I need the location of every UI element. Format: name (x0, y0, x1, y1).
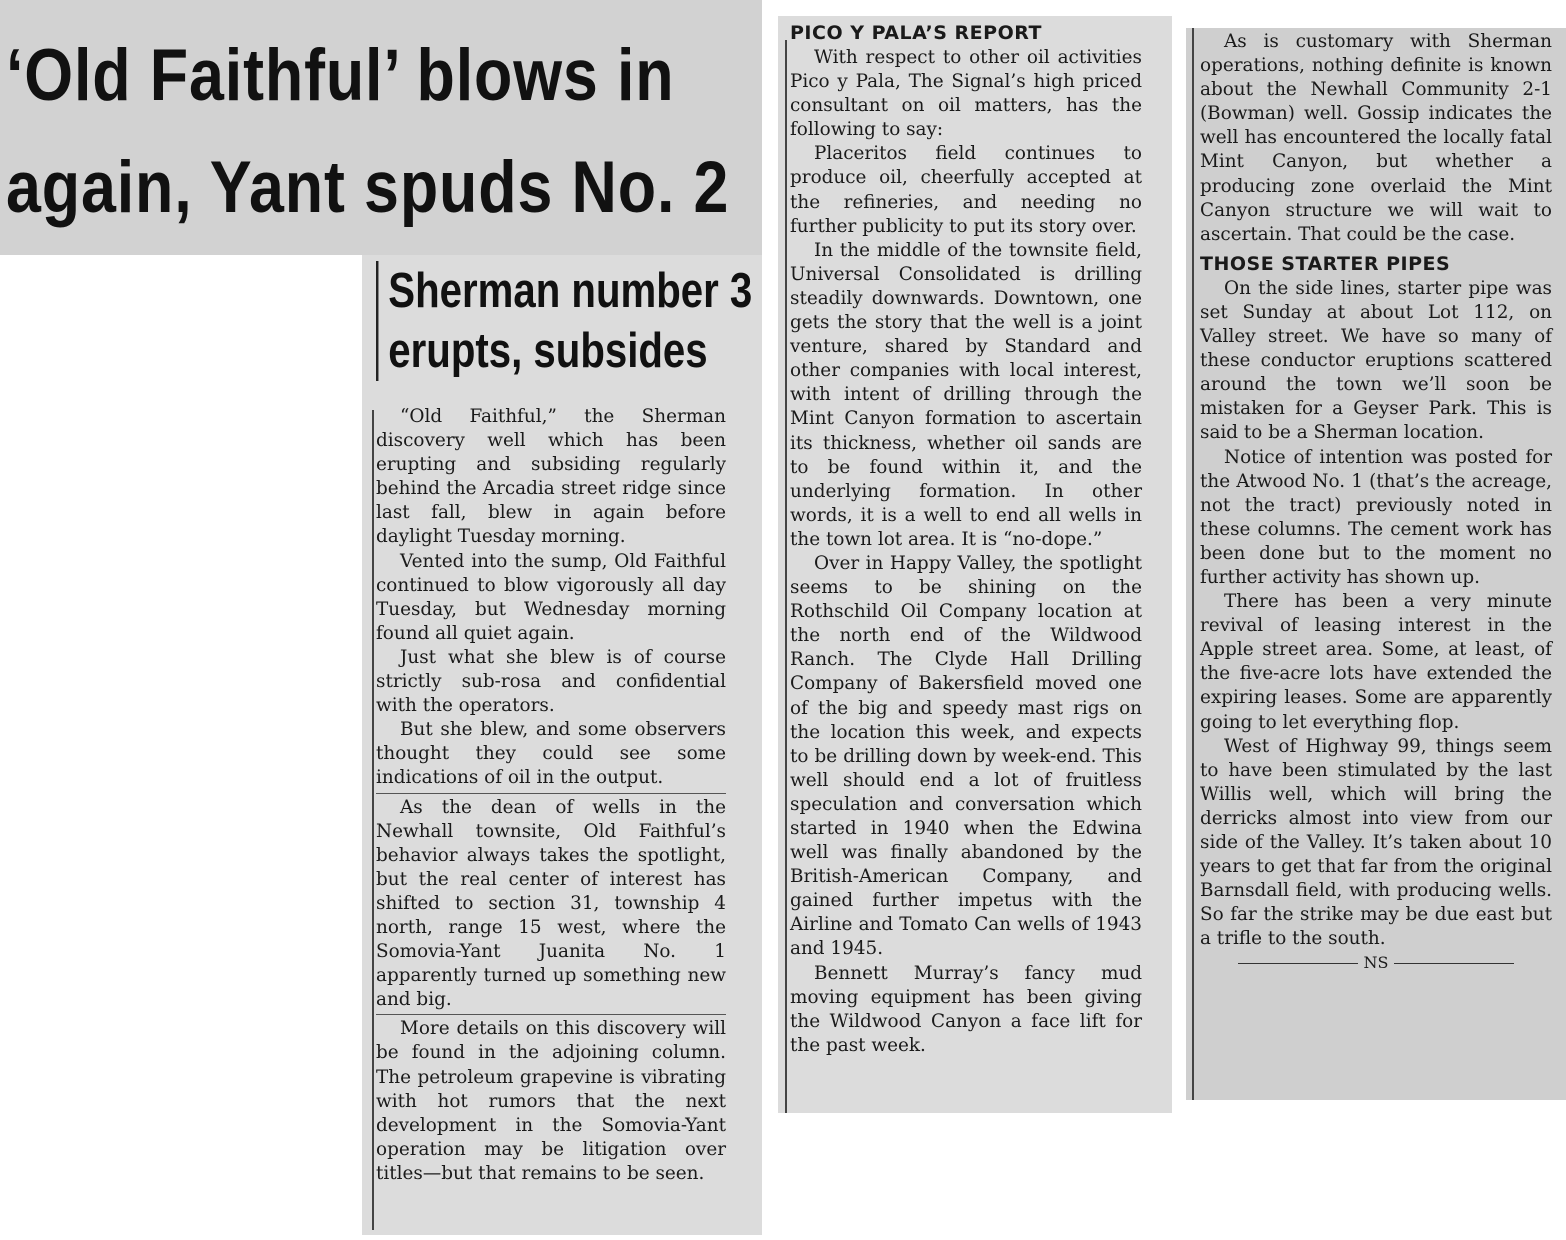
column-rule (372, 410, 374, 1230)
paragraph: But she blew, and some observers thought they could see some indications of oil in the output. (376, 719, 726, 789)
signature-rule-right (1394, 963, 1514, 964)
column-3-clip (1186, 28, 1566, 1100)
paragraph: West of Highway 99, things seem to have been stimulated by the last Willis well, which will bring the derricks almost into view from our side of the Valley. It’s taken about 10 years to get that far from the original Barnsdall field, with producing wells. So far the strike may be due east but a trifle to the south. (1200, 735, 1552, 950)
paragraph: There has been a very minute revival of leasing interest in the Apple street area. Some, at least, of the five-acre lots have extended the expiring leases. Some are apparently going to let everything flop. (1200, 591, 1552, 733)
subheadline-line-2: erupts, subsides (388, 324, 708, 378)
paragraph: With respect to other oil activities Pico y Pala, The Signal’s high priced consultant on oil matters, has the following to say: (790, 47, 1142, 141)
paragraph: As is customary with Sherman operations, nothing definite is known about the Newhall Community 2-1 (Bowman) well. Gossip indicates the well has encountered the locally fatal Mint Canyon, but whether a producing zone overlaid the Mint Canyon structure we will wait to ascertain. That could be the case. (1200, 31, 1552, 245)
headline-line-2: again, Yant spuds No. 2 (6, 147, 730, 228)
column-3-body-continued (1200, 277, 1552, 952)
paragraph: Vented into the sump, Old Faithful continued to blow vigorously all day Tuesday, but Wednesday morning found all quiet again. (376, 550, 726, 644)
paragraph: Notice of intention was posted for the Atwood No. 1 (that’s the acreage, not the tract) previously noted in these columns. The cement work has been done but to the moment no further activity has shown up. (1200, 446, 1552, 588)
column-2-clip (778, 16, 1172, 1113)
headline-clip (0, 0, 762, 255)
paragraph: Placeritos field continues to produce oil, cheerfully accepted at the refineries, and needing no further publicity to put its story over. (790, 143, 1142, 237)
headline-line-1: ‘Old Faithful’ blows in (6, 35, 675, 116)
subheadline-line-1: Sherman number 3 (388, 264, 753, 318)
paragraph: More details on this discovery will be found in the adjoining column. The petroleum grapevine is vibrating with hot rumors that the next development in the Somovia-Yant operation may be litigation over titles—but that remains to be seen. (376, 1014, 726, 1186)
column-rule (1192, 28, 1194, 1100)
subheadline (376, 261, 753, 381)
paragraph: Just what she blew is of course strictly sub-rosa and confidential with the operators. (376, 646, 726, 717)
paragraph: In the middle of the townsite field, Universal Consolidated is drilling steadily downwards. Downtown, one gets the story that the well is a joint venture, shared by Standard and other companies with local interest, with intent of drilling through the Mint Canyon formation to ascertain its thickness, whether oil sands are to be found within it, and the underlying formation. In other words, it is a well to end all wells in the town lot area. It is “no-dope.” (790, 239, 1142, 550)
column-rule (785, 40, 787, 1113)
signature (1200, 953, 1552, 972)
signature-rule-left (1238, 963, 1358, 964)
paragraph: Over in Happy Valley, the spotlight seems to be shining on the Rothschild Oil Company location at the north end of the Wildwood Ranch. The Clyde Hall Drilling Company of Bakersfield moved one of the big and speedy mast rigs on the location this week, and expects to be drilling down by week-end. This well should end a lot of fruitless speculation and conversation which started in 1940 when the Edwina well was finally abandoned by the British-American Company, and gained further impetus with the Airline and Tomato Can wells of 1943 and 1945. (790, 552, 1142, 960)
column-1-clip (362, 255, 762, 1235)
signature-initials: NS (1363, 953, 1389, 973)
paragraph: On the side lines, starter pipe was set Sunday at about Lot 112, on Valley street. We have so many of these conductor eruptions scattered around the town we’ll soon be mistaken for a Geyser Park. This is said to be a Sherman location. (1200, 277, 1552, 444)
section-heading-pico: PICO Y PALA’S REPORT (790, 22, 1042, 44)
paragraph: “Old Faithful,” the Sherman discovery well which has been erupting and subsiding regularly behind the Arcadia street ridge since last fall, blew in again before daylight Tuesday morning. (376, 406, 726, 548)
headline (6, 20, 730, 244)
paragraph: As the dean of wells in the Newhall townsite, Old Faithful’s behavior always takes the spotlight, but the real center of interest has shifted to section 31, township 4 north, range 15 west, where the Somovia-Yant Juanita No. 1 apparently turned up something new and big. (376, 793, 726, 1013)
column-3-body (1200, 30, 1552, 247)
column-1-body (376, 405, 726, 1186)
section-heading-starter-pipes: THOSE STARTER PIPES (1200, 252, 1451, 275)
paragraph: Bennett Murray’s fancy mud moving equipment has been giving the Wildwood Canyon a face lift for the past week. (790, 962, 1142, 1056)
column-2-body (790, 46, 1142, 1058)
